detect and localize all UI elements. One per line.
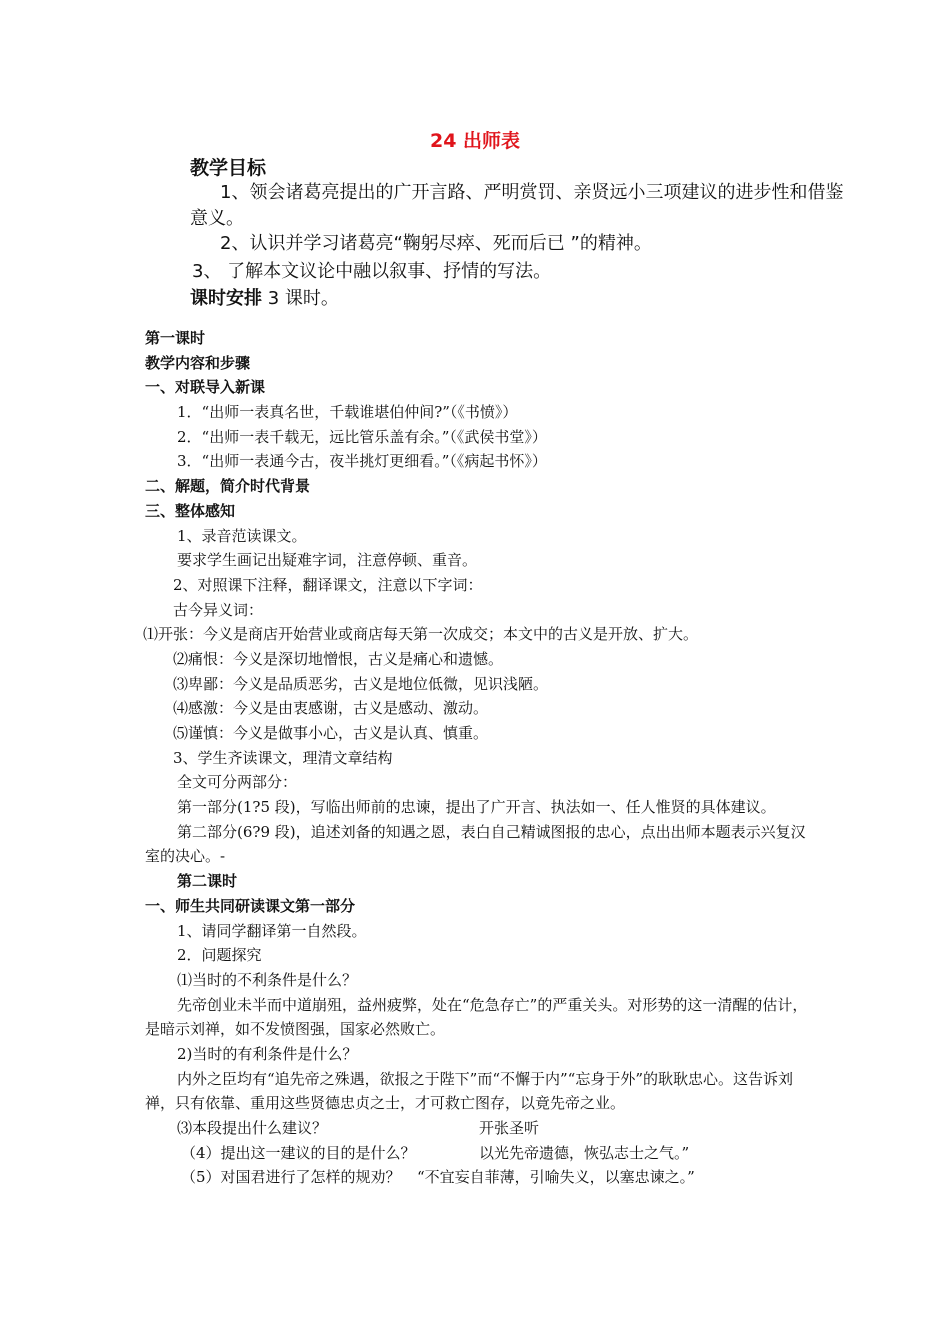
objectives-heading: 教学目标: [190, 157, 267, 179]
couplet-2: 2．“出师一表千载无，远比管乐盖有余。”（《武侯书堂》）: [177, 427, 547, 446]
lesson2-step-2: 2．问题探究: [177, 946, 262, 965]
couplet-3: 3．“出师一表通今古，夜半挑灯更细看。”（《病起书怀》）: [177, 452, 547, 471]
answer-5: “不宜妄自菲薄，引喻失义，以塞忠谏之。”: [417, 1168, 695, 1187]
step-1: 1、录音范读课文。: [177, 526, 307, 545]
answer-1: 先帝创业未半而中道崩殂，益州疲弊，处在“危急存亡”的严重关头。对形势的这一清醒的估计，是暗示刘禅，如不发愤图强，国家必然败亡。: [145, 995, 808, 1039]
question-5: （5）对国君进行了怎样的规劝？: [181, 1168, 401, 1187]
lesson1-section-1: 一、对联导入新课: [145, 378, 266, 397]
schedule-line: [190, 284, 339, 310]
qa-row-3: [145, 1116, 815, 1141]
page-title: 24 出师表: [429, 130, 521, 152]
lesson2-section-1: 一、师生共同研读课文第一部分: [145, 896, 356, 915]
lesson1-section-2: 二、解题，简介时代背景: [145, 477, 311, 496]
question-4: （4）提出这一建议的目的是什么？: [181, 1143, 416, 1162]
lesson1-section-3: 三、整体感知: [145, 501, 236, 520]
objective-2: 2、认识并学习诸葛亮“鞠躬尽瘁、死而后已 ”的精神。: [220, 233, 652, 254]
couplet-1: 1．“出师一表真名世，千载谁堪伯仲间?”（《书愤》）: [177, 403, 518, 422]
step-1-requirement: 要求学生画记出疑难字词，注意停顿、重音。: [177, 551, 478, 570]
word-3: ⑶卑鄙：今义是品质恶劣，古义是地位低微，见识浅陋。: [173, 674, 549, 693]
word-2: ⑵痛恨：今义是深切地憎恨，古义是痛心和遗憾。: [173, 649, 504, 668]
step-2: 2、对照课下注释，翻译课文，注意以下字词：: [173, 575, 483, 594]
question-3: ⑶本段提出什么建议？: [177, 1119, 328, 1138]
schedule-label: 课时安排: [190, 288, 262, 309]
qa-row-5: [145, 1165, 815, 1190]
structure-part-1: 第一部分(1?5 段)，写临出师前的忠谏，提出了广开言、执法如一、任人惟贤的具体建议。: [177, 798, 776, 817]
lesson2-heading: 第二课时: [177, 872, 238, 891]
lesson1-content-heading: 教学内容和步骤: [145, 353, 251, 372]
schedule-value: 3 课时。: [262, 288, 339, 309]
answer-2: 内外之臣均有“追先帝之殊遇，欲报之于陛下”而“不懈于内”“忘身于外”的耿耿忠心。这告诉刘禅，只有依靠、重用这些贤德忠贞之士，才可救亡图存，以竟先帝之业。: [145, 1069, 794, 1113]
answer-3: 开张圣听: [479, 1119, 540, 1138]
answer-4: 以光先帝遗德，恢弘志士之气。”: [479, 1143, 690, 1162]
word-4: ⑷感激：今义是由衷感谢，古义是感动、激动。: [173, 699, 489, 718]
question-2: 2)当时的有利条件是什么？: [177, 1045, 358, 1064]
step-3: 3、学生齐读课文，理清文章结构: [173, 748, 393, 767]
word-1: ⑴开张：今义是商店开始营业或商店每天第一次成交；本文中的古义是开放、扩大。: [143, 625, 699, 644]
lesson-body: [145, 326, 815, 1190]
lesson2-step-1: 1、请同学翻译第一自然段。: [177, 921, 367, 940]
question-1: ⑴当时的不利条件是什么？: [177, 970, 358, 989]
word-5: ⑸谨慎：今义是做事小心，古义是认真、慎重。: [173, 724, 489, 742]
qa-row-4: [145, 1141, 815, 1166]
objective-3: 3、 了解本文议论中融以叙事、抒情的写法。: [192, 261, 552, 282]
structure-intro: 全文可分两部分：: [177, 773, 298, 792]
objective-1: 1、领会诸葛亮提出的广开言路、严明赏罚、亲贤远小三项建议的进步性和借鉴意义。: [190, 182, 844, 229]
ancient-words-label: 古今异义词：: [173, 600, 264, 619]
lesson1-heading: 第一课时: [145, 329, 206, 347]
structure-part-2: 第二部分(6?9 段)，追述刘备的知遇之恩，表白自己精诚图报的忠心，点出出师本题表示兴复汉室的决心。-: [145, 822, 806, 866]
